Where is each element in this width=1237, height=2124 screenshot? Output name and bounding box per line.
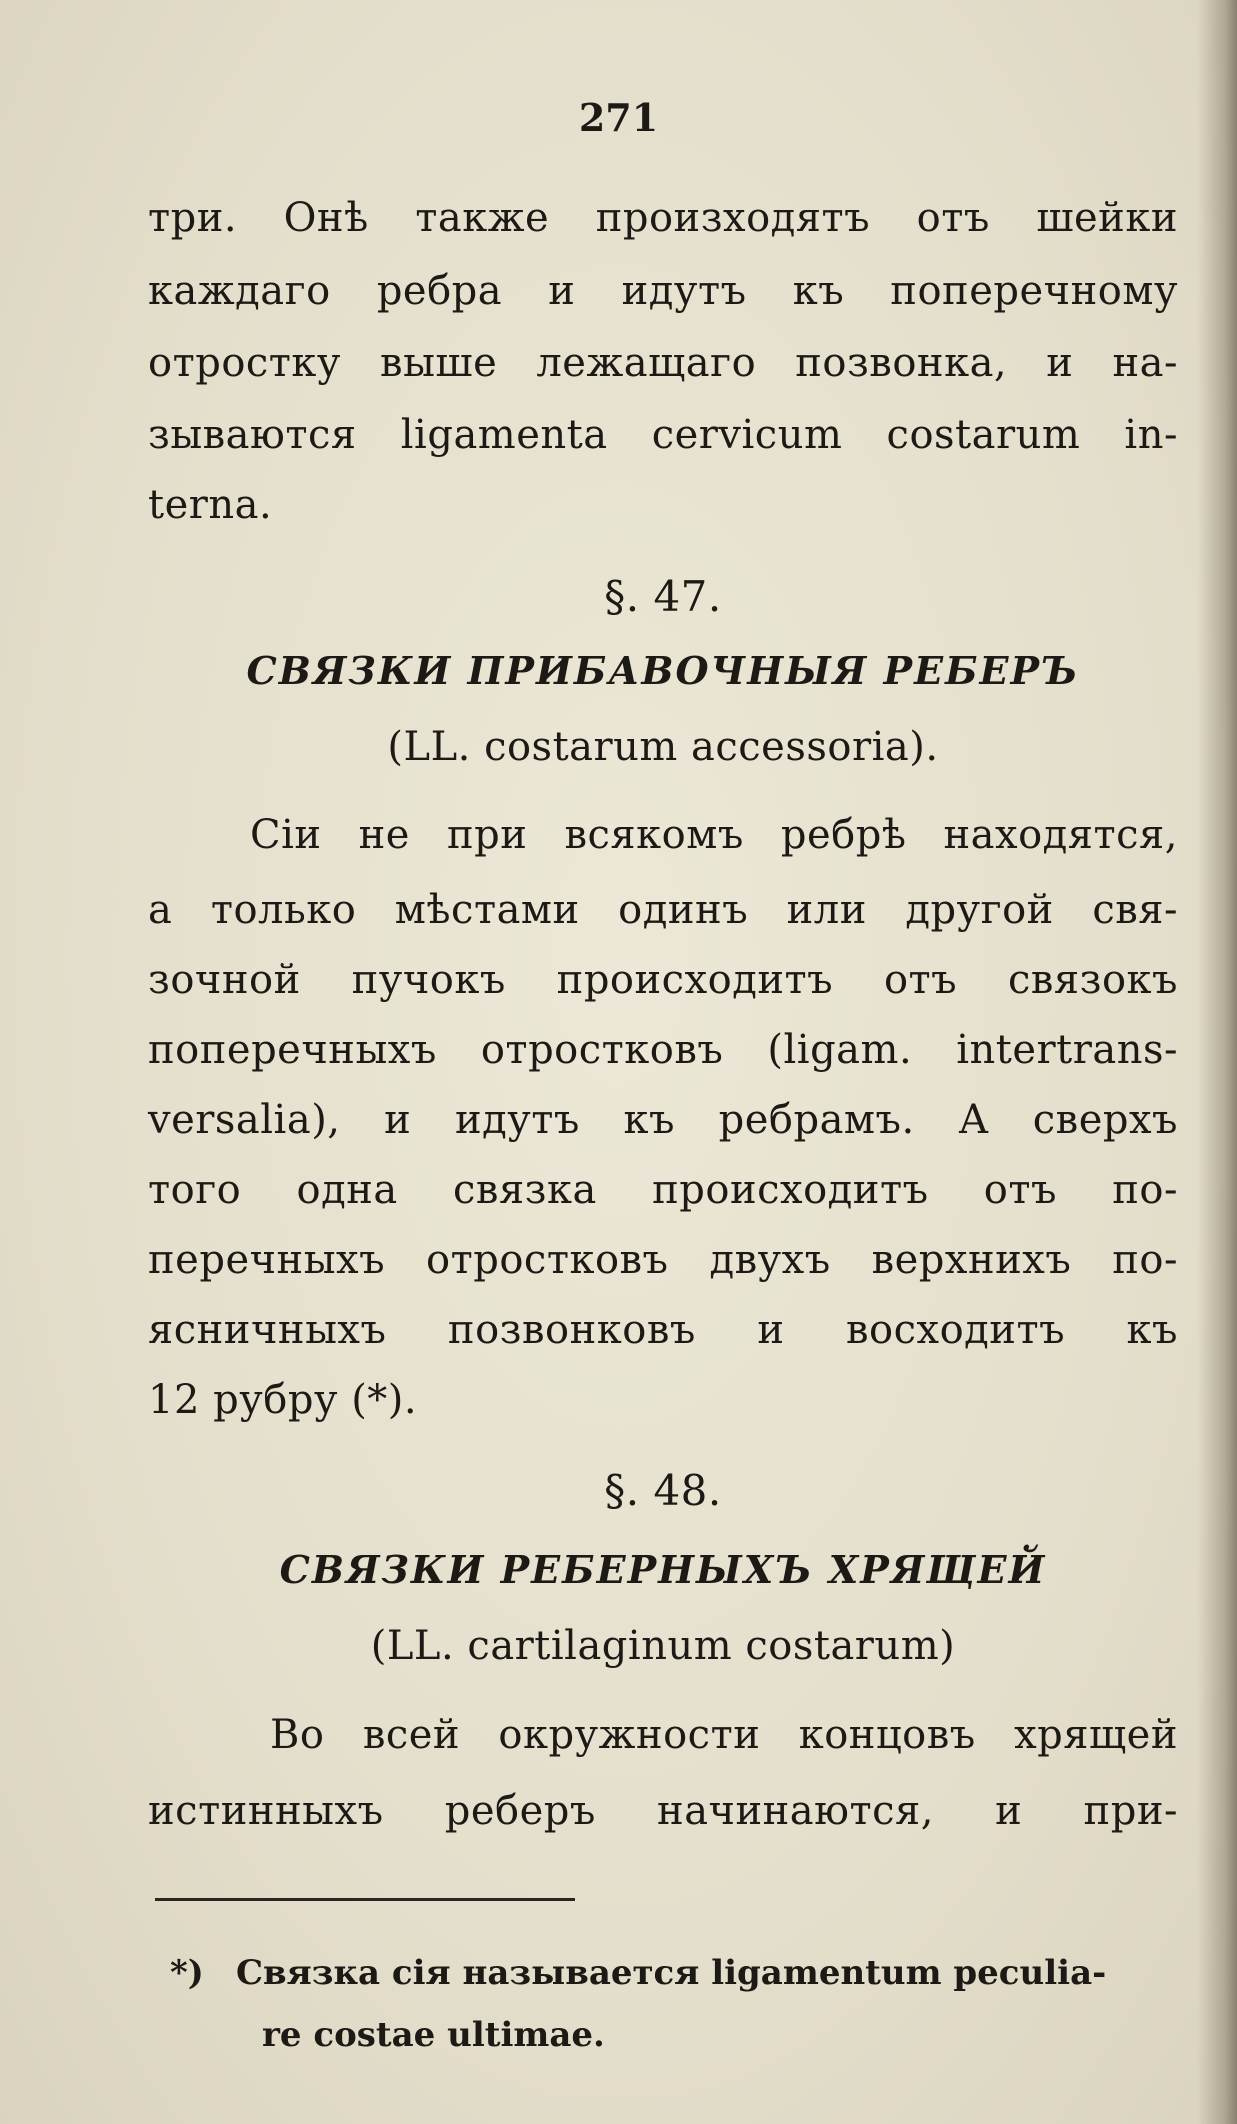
text-line: зочной пучокъ происходитъ отъ связокъ [148,957,1178,1003]
section-latin-title: (LL. costarum accessoria). [387,724,939,770]
section-heading: СВЯЗКИ ПРИБАВОЧНЫЯ РЕБЕРЪ [246,648,1080,693]
text-line: поперечныхъ отростковъ (ligam. intertrans- [148,1027,1178,1073]
text-line: того одна связка происходитъ отъ по- [148,1167,1178,1213]
text-line: истинныхъ реберъ начинаются, и при- [148,1788,1178,1834]
text-line: Сіи не при всякомъ ребрѣ находятся, [250,812,1178,858]
page-number: 271 [578,95,659,140]
section-number: §. 47. [604,572,722,621]
page-edge-shadow [1197,0,1237,2124]
text-line: а только мѣстами одинъ или другой свя- [148,887,1178,933]
footnote-line: re costae ultimae. [262,2015,605,2055]
text-line: terna. [148,482,273,528]
text-line: отростку выше лежащаго позвонка, и на- [148,340,1178,386]
text-line: перечныхъ отростковъ двухъ верхнихъ по- [148,1237,1178,1283]
text-line: Во всей окружности концовъ хрящей [270,1712,1178,1758]
text-line: ясничныхъ позвонковъ и восходитъ къ [148,1307,1178,1353]
section-latin-title: (LL. cartilaginum costarum) [370,1623,956,1669]
footnote-rule [155,1898,575,1901]
text-line: versalia), и идутъ къ ребрамъ. А сверхъ [148,1097,1178,1143]
footnote-marker: *) [170,1953,204,1993]
footnote-line: Связка сія называется ligamentum peculia- [236,1953,1107,1993]
section-number: §. 48. [604,1466,722,1515]
text-line: три. Онѣ также произходятъ отъ шейки [148,195,1178,241]
text-line: 12 рубру (*). [148,1377,418,1423]
text-line: каждаго ребра и идутъ къ поперечному [148,268,1178,314]
text-line: зываются ligamenta cervicum costarum in- [148,412,1178,458]
section-heading: СВЯЗКИ РЕБЕРНЫХЪ ХРЯЩЕЙ [279,1547,1047,1592]
